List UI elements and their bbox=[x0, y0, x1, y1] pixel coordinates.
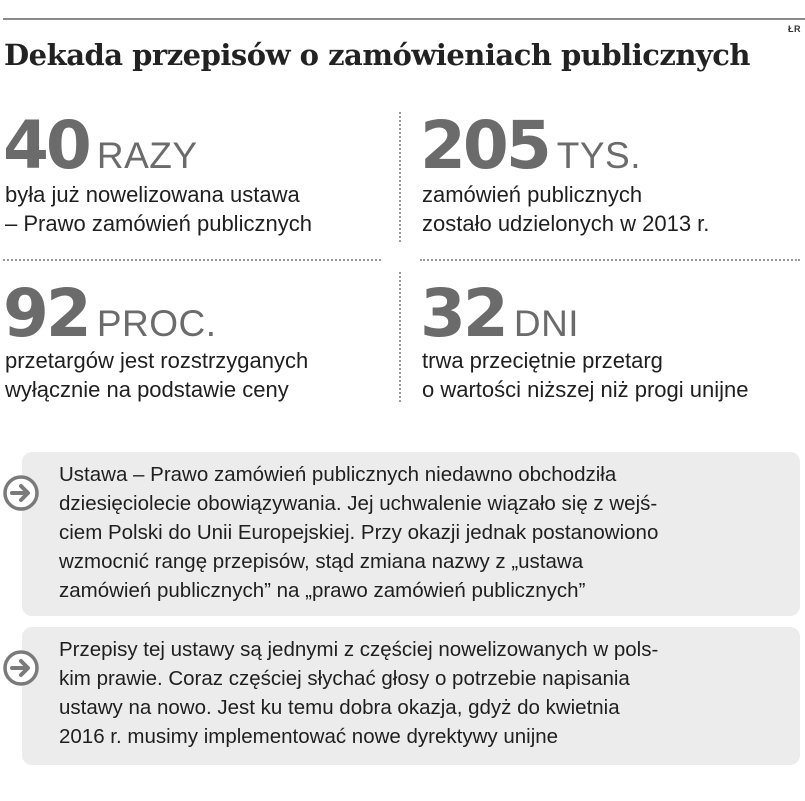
note-line: ciem Polski do Unii Europejskiej. Przy okazji jednak postanowiono bbox=[59, 521, 659, 544]
stat-headline bbox=[420, 107, 642, 184]
stat-headline bbox=[3, 107, 198, 184]
note-line: wzmocnić rangę przepisów, stąd zmiana nazwy z „ustawa bbox=[59, 550, 584, 573]
stat-number: 40 bbox=[3, 107, 89, 184]
stat-unit: TYS. bbox=[556, 135, 642, 176]
note-text bbox=[59, 635, 794, 751]
note-line: zamówień publicznych” na „prawo zamówień publicznych” bbox=[59, 579, 586, 602]
note-line: ustawy na nowo. Jest ku temu dobra okazja, gdyż do kwietnia bbox=[59, 696, 620, 719]
stat-headline bbox=[420, 275, 580, 352]
stat-number: 92 bbox=[3, 275, 89, 352]
stat-unit: PROC. bbox=[96, 303, 217, 344]
note-text bbox=[59, 460, 794, 605]
note-line: dziesięciolecie obowiązywania. Jej uchwalenie wiązało się z wejś- bbox=[59, 492, 658, 515]
stat-description-line: wyłącznie na podstawie ceny bbox=[5, 377, 289, 402]
stat-description-line: zostało udzielonych w 2013 r. bbox=[422, 211, 710, 236]
stat-description-line: zamówień publicznych bbox=[422, 182, 643, 207]
stat-unit: RAZY bbox=[96, 135, 198, 176]
note-box-1 bbox=[22, 452, 800, 616]
horizontal-separator-left bbox=[3, 259, 381, 261]
stat-description-line: była już nowelizowana ustawa bbox=[5, 182, 300, 207]
stat-description bbox=[422, 346, 749, 404]
stat-headline bbox=[3, 275, 217, 352]
arrow-right-circle-icon bbox=[2, 474, 40, 512]
stat-number: 32 bbox=[420, 275, 506, 352]
page-title: Dekada przepisów o zamówieniach publicznych bbox=[4, 38, 751, 72]
stat-number: 205 bbox=[420, 107, 549, 184]
top-rule bbox=[3, 18, 805, 20]
stat-description bbox=[422, 180, 709, 238]
stat-description bbox=[5, 180, 312, 238]
horizontal-separator-right bbox=[420, 259, 800, 261]
note-box-2 bbox=[22, 627, 800, 765]
vertical-separator-bottom bbox=[399, 272, 401, 402]
stat-unit: DNI bbox=[513, 303, 580, 344]
note-line: kim prawie. Coraz częściej słychać głosy o potrzebie napisania bbox=[59, 667, 630, 690]
stat-description-line: – Prawo zamówień publicznych bbox=[5, 211, 312, 236]
stat-description-line: przetargów jest rozstrzyganych bbox=[5, 348, 309, 373]
note-line: 2016 r. musimy implementować nowe dyrektywy unijne bbox=[59, 725, 559, 748]
note-line: Ustawa – Prawo zamówień publicznych niedawno obchodziła bbox=[59, 463, 617, 486]
stat-description bbox=[5, 346, 308, 404]
source-credit: ŁR bbox=[788, 24, 801, 34]
vertical-separator-top bbox=[399, 112, 401, 242]
arrow-right-circle-icon bbox=[2, 649, 40, 687]
stat-description-line: trwa przeciętnie przetarg bbox=[422, 348, 663, 373]
stat-description-line: o wartości niższej niż progi unijne bbox=[422, 377, 749, 402]
note-line: Przepisy tej ustawy są jednymi z częściej nowelizowanych w pols- bbox=[59, 638, 659, 661]
